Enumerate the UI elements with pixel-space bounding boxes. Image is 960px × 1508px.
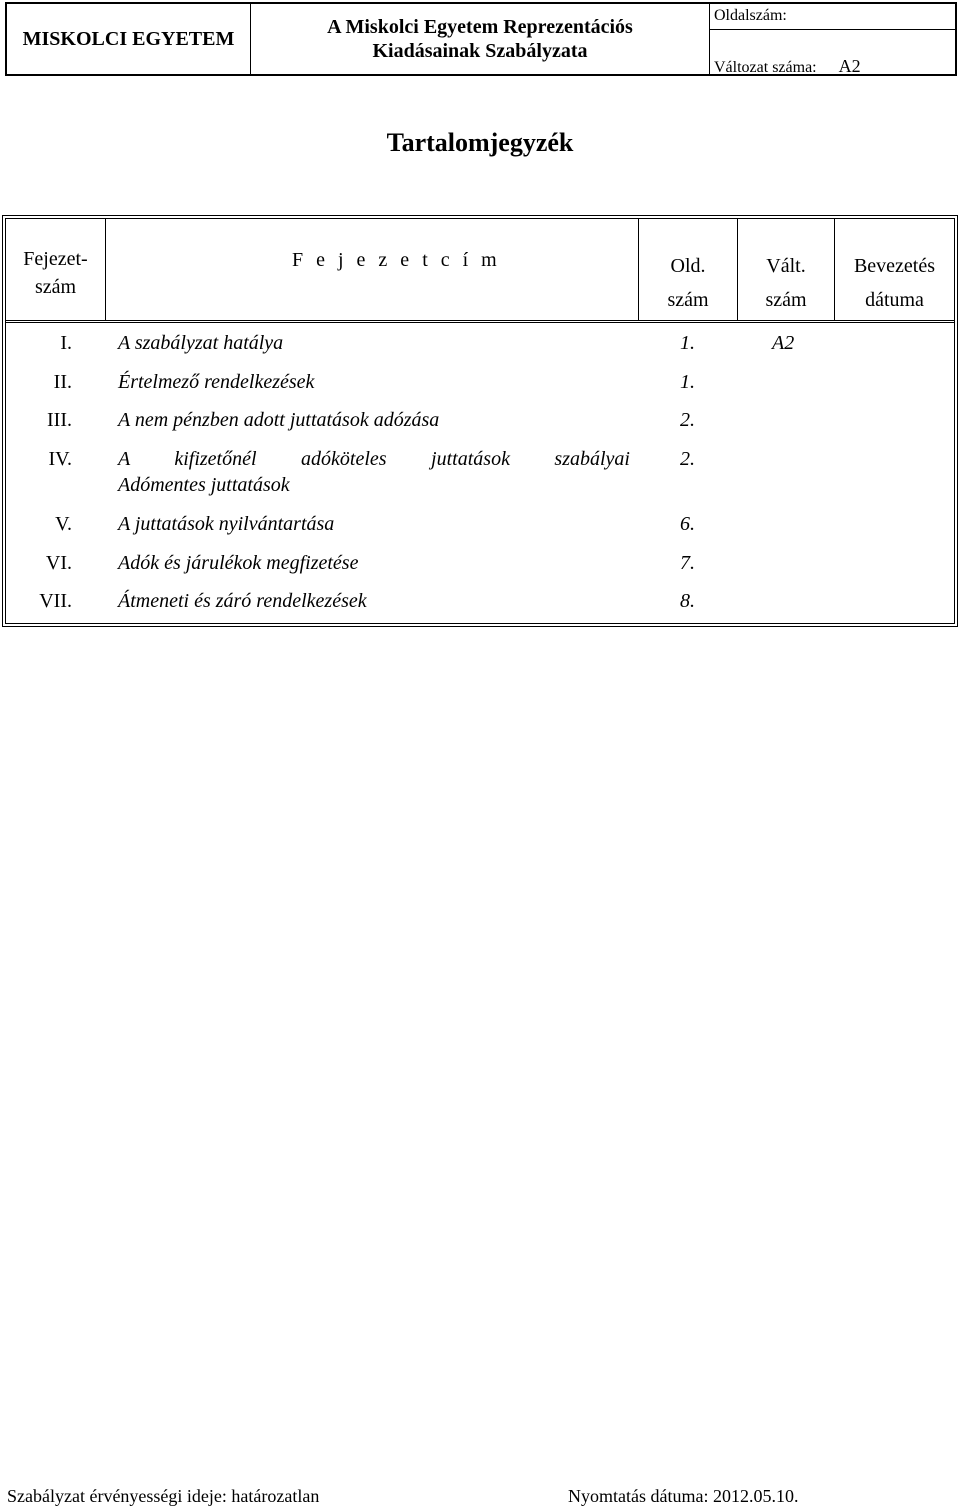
regulation-title <box>251 4 710 74</box>
table-of-contents <box>2 215 958 627</box>
chapter-number: VII. <box>39 590 72 612</box>
chapter-title: Adók és járulékok megfizetése <box>118 552 359 574</box>
chapter-page: 2. <box>680 448 695 470</box>
version-value: A2 <box>838 56 861 76</box>
col-version-line2: szám <box>765 289 807 311</box>
chapter-version: A2 <box>772 332 795 354</box>
col-page <box>639 219 738 320</box>
chapter-title: A nem pénzben adott juttatások adózása <box>118 409 440 431</box>
version-label: Változat száma: <box>714 59 817 76</box>
col-version <box>738 219 835 320</box>
col-chapter-number <box>6 219 106 320</box>
col-version-line1: Vált. <box>766 255 806 277</box>
col-date-line1: Bevezetés <box>853 255 936 277</box>
chapter-number: II. <box>53 371 72 393</box>
chapter-page: 7. <box>680 552 695 574</box>
regulation-title-line2: Kiadásainak Szabályzata <box>372 40 588 62</box>
page-title: Tartalomjegyzék <box>386 128 574 157</box>
col-introduction-date <box>835 219 954 320</box>
chapter-page: 1. <box>680 332 695 354</box>
col-page-line1: Old. <box>670 255 706 277</box>
footer-print-date: Nyomtatás dátuma: 2012.05.10. <box>568 1486 799 1506</box>
chapter-title: A kifizetőnél adóköteles juttatások szabályai <box>118 448 630 470</box>
chapter-page: 8. <box>680 590 695 612</box>
page-version-box <box>710 4 955 74</box>
chapter-title-continuation: Adómentes juttatások <box>118 474 290 496</box>
document-header <box>5 2 957 76</box>
chapter-title: A szabályzat hatálya <box>118 332 284 354</box>
chapter-page: 2. <box>680 409 695 431</box>
col-chapter-title: F e j e z e t c í m <box>106 219 639 320</box>
chapter-number: IV. <box>48 448 72 470</box>
chapter-number: V. <box>55 513 72 535</box>
chapter-title: Értelmező rendelkezések <box>118 371 315 393</box>
chapter-title: A juttatások nyilvántartása <box>118 513 335 535</box>
institution-name: MISKOLCI EGYETEM <box>7 4 251 74</box>
chapter-number: III. <box>47 409 72 431</box>
col-chapter-number-line2: szám <box>34 276 77 298</box>
regulation-title-line1: A Miskolci Egyetem Reprezentációs <box>327 16 633 38</box>
footer-validity: Szabályzat érvényességi ideje: határozatlan <box>7 1486 320 1506</box>
col-chapter-number-line1: Fejezet- <box>23 248 88 270</box>
page-number-label: Oldalszám: <box>710 4 955 30</box>
toc-header <box>6 219 954 323</box>
chapter-page: 6. <box>680 513 695 535</box>
chapter-number: I. <box>60 332 72 354</box>
version-cell <box>710 30 959 74</box>
chapter-number: VI. <box>45 552 72 574</box>
col-date-line2: dátuma <box>865 289 924 311</box>
col-page-line2: szám <box>667 289 709 311</box>
chapter-page: 1. <box>680 371 695 393</box>
chapter-title: Átmeneti és záró rendelkezések <box>118 590 367 612</box>
